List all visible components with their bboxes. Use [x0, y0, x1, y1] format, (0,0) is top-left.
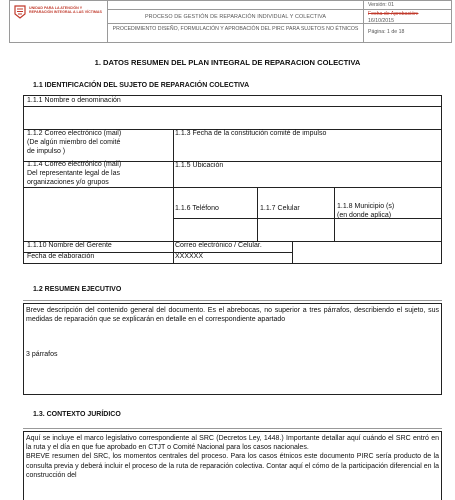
header-middle	[108, 1, 364, 42]
executive-summary-text: Breve descripción del contenido general del documento. Es el abrebocas, no superior a tres párrafos, describiendo el sujeto, sus medidas de reparación que se explicarán en detalle en el correspondiente apartado	[26, 307, 439, 324]
executive-summary-box	[23, 303, 442, 395]
email2-label-line2: Del representante legal de las	[27, 170, 121, 177]
email2-label: 1.1.4 Correo electrónico (mail)	[27, 161, 122, 168]
elaboration-date-value: XXXXXX	[175, 253, 204, 260]
paragraph-count-note: 3 párrafos	[26, 351, 58, 359]
manager-contact: Correo electrónico / Celular.	[175, 242, 262, 249]
document-header	[9, 0, 452, 43]
phone-label: 1.1.6 Teléfono	[175, 205, 219, 212]
name-label: 1.1.1 Nombre o denominación	[27, 97, 121, 104]
legal-context-text-2: BREVE resumen del SRC, los momentos centrales del proceso. Para los casos étnicos este documento PIRC sería producto de la consulta previa y deberá incluir el proceso de la ruta de reparación colectiva. Contar aquí el cómo de la participación diferencial en la construcción del	[26, 453, 439, 479]
location-label: 1.1.5 Ubicación	[175, 162, 224, 169]
email-label-line3: de impulso )	[27, 148, 66, 155]
page-number: Página: 1 de 18	[368, 29, 405, 35]
municipio-label: 1.1.8 Municipio (s)	[337, 203, 395, 210]
logo-text: UNIDAD PARA LA ATENCIÓN Y REPARACIÓN INTEGRAL A LAS VÍCTIMAS	[29, 6, 102, 15]
legal-context-text: Aquí se incluye el marco legislativo correspondiente al SRC (Decretos Ley, 1448.) Importante detallar aquí cuándo el SRC entró en la ruta y el día en que fue aprobado en CTJT o Comité Nacional para los casos nacionales.	[26, 435, 439, 452]
manager-label: 1.1.10 Nombre del Gerente	[27, 242, 112, 249]
section-heading-1-1: 1.1 IDENTIFICACIÓN DEL SUJETO DE REPARACIÓN COLECTIVA	[33, 82, 250, 89]
divider	[23, 300, 442, 301]
municipio-label-line2: (en donde aplica)	[337, 212, 392, 219]
identification-table	[23, 95, 442, 264]
approval-date	[364, 10, 452, 24]
email-label-line2: (De algún miembro del comité	[27, 139, 121, 146]
logo-cell	[10, 1, 108, 42]
elaboration-date-label: Fecha de elaboración	[27, 253, 95, 260]
constitution-date-label: 1.1.3 Fecha de la constitución comité de impulso	[175, 130, 327, 137]
unidad-victimas-logo	[13, 4, 27, 20]
procedure-name: PROCEDIMIENTO DISEÑO, FORMULACIÓN Y APROBACIÓN DEL PIRC PARA SUJETOS NO ÉTNICOS	[112, 26, 359, 32]
approval-date-value: 16/10/2015	[368, 17, 394, 24]
email2-label-line3: organizaciones y/o grupos	[27, 179, 109, 186]
approval-date-label: Fecha de Aprobación:	[368, 11, 419, 17]
version: Versión: 01	[364, 1, 452, 10]
section-heading-1-2: 1.2 RESUMEN EJECUTIVO	[33, 286, 122, 293]
section-heading-1-3: 1.3. CONTEXTO JURÍDICO	[33, 411, 121, 418]
cell-label: 1.1.7 Celular	[260, 205, 300, 212]
document-title: 1. DATOS RESUMEN DEL PLAN INTEGRAL DE REPARACION COLECTIVA	[94, 58, 361, 67]
process-name: PROCESO DE GESTIÓN DE REPARACIÓN INDIVIDUAL Y COLECTIVA	[108, 10, 363, 24]
divider	[23, 428, 442, 429]
email-label: 1.1.2 Correo electrónico (mail)	[27, 130, 122, 137]
header-right	[364, 1, 452, 42]
legal-context-box	[23, 431, 442, 500]
